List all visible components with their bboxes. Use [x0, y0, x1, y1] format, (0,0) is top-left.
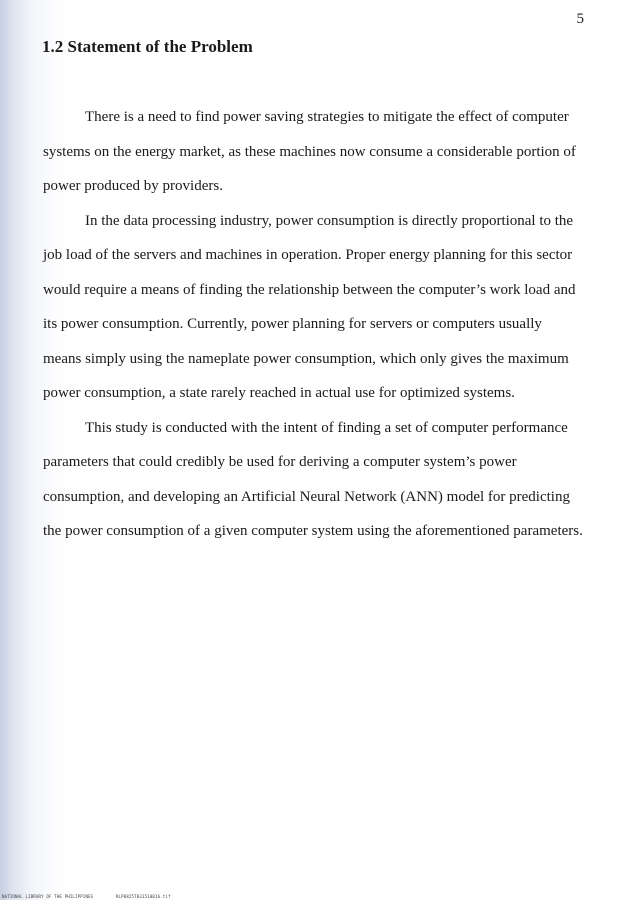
page-number: 5 — [576, 11, 584, 27]
paragraph-1-line-3: power produced by providers. — [43, 178, 223, 194]
body-text — [43, 105, 588, 554]
paragraph-2-line-2: job load of the servers and machines in operation. Proper energy planning for this sector — [43, 247, 573, 263]
paragraph-2-line-5: means simply using the nameplate power consumption, which only gives the maximum — [43, 350, 569, 367]
file-id-stamp: RLP0825T031510016.tif — [115, 894, 171, 899]
paragraph-2-line-4: its power consumption. Currently, power planning for servers or computers usually — [43, 316, 542, 332]
paragraph-3-line-3: consumption, and developing an Artificial Neural Network (ANN) model for predicting — [43, 488, 570, 505]
paragraph-2-line-6: power consumption, a state rarely reached in actual use for optimized systems. — [43, 385, 515, 401]
section-heading: 1.2 Statement of the Problem — [42, 37, 253, 56]
paragraph-3-line-1: This study is conducted with the intent of finding a set of computer performance — [85, 419, 568, 436]
scan-footer-stamp — [2, 894, 171, 899]
paragraph-2-line-1: In the data processing industry, power consumption is directly proportional to the — [85, 212, 574, 229]
paragraph-2-line-3: would require a means of finding the relationship between the computer’s work load and — [43, 281, 576, 298]
library-stamp: NATIONAL LIBRARY OF THE PHILIPPINES — [2, 894, 94, 899]
paragraph-3-line-2: parameters that could credibly be used for deriving a computer system’s power — [43, 454, 517, 470]
paragraph-1-line-2: systems on the energy market, as these machines now consume a considerable portion of — [43, 143, 576, 160]
paragraph-3-line-4: the power consumption of a given computer system using the aforementioned parameters. — [43, 523, 583, 539]
paragraph-1-line-1: There is a need to find power saving strategies to mitigate the effect of computer — [85, 109, 569, 125]
